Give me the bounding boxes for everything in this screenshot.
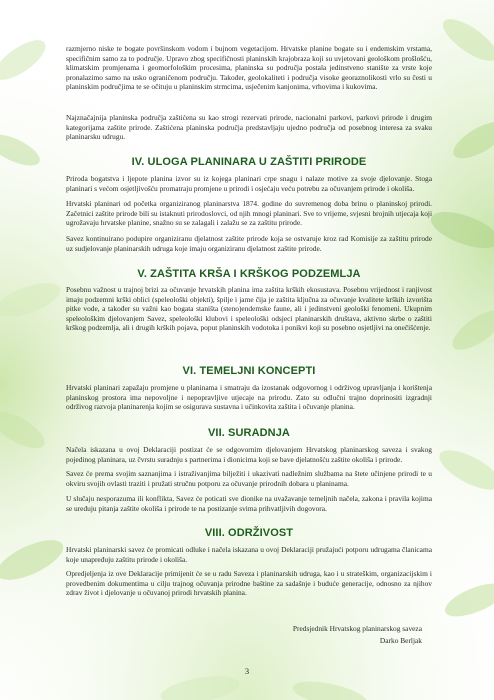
paragraph-commission: Savez kontinuirano podupire organiziranu djelatnost zaštite prirode koja se ostvaruje kroz rad Komisije za zaštitu prirode uz sudjelovanje planinarskih udruga koje imaju organiziranu djelatnost zaštite prirode. xyxy=(66,234,432,253)
paragraph-commitments: Opredjeljenja iz ove Deklaracije primijenit će se u radu Saveza i planinarskih udruga, kao i u strateškim, organizacijskim i provedbenim dokumentima u cilju trajnog očuvanja prirodne baštine za sadašnje i buduće generacije, odnosno za njihov zdrav život i djelovanje u očuvanoj prirodi hrvatskih planina. xyxy=(66,569,432,598)
paragraph-protected-areas: Najznačajnija planinska područja zaštićena su kao strogi rezervati prirode, nacionalni parkovi, parkovi prirode i drugim kategorijama zaštite prirode. Zaštićena planinska područja predstavljaju ujedno područja od posebnog interesa za svaku planinarsku udrugu. xyxy=(66,113,432,142)
paragraph-promotion: Hrvatski planinarski savez će promicati odluke i načela iskazana u ovoj Deklaraciji pružajući potporu udrugama članicama koje unapređuju zaštitu prirode i okoliša. xyxy=(66,545,432,564)
section-heading-v: V. ZAŠTITA KRŠA I KRŠKOG PODZEMLJA xyxy=(137,268,361,280)
paragraph-conflicts: U slučaju nesporazuma ili konflikta, Savez će poticati sve dionike na uvažavanje temeljnih načela, zakona i pravila kojima se uređuju pitanja zaštite okoliša i prirode te na postizanje svima prihvatljivih dogovora. xyxy=(66,494,432,513)
signature-name: Darko Berljak xyxy=(379,636,422,645)
paragraph-reporting: Savez će prema svojim saznanjima i istraživanjima bilježiti i ukazivati nadležnim službama na štete učinjene prirodi te u okviru svojih ovlasti traziti i pružati stručnu potporu za očuvanje prirodnih dobara u planinama. xyxy=(66,469,432,488)
signature-title: Predsjednik Hrvatskog planinarskog saveza xyxy=(292,624,422,633)
section-heading-vi: VI. TEMELJNI KONCEPTI xyxy=(182,365,316,377)
paragraph-cooperation: Načela iskazana u ovoj Deklaraciji postizat će se odgovornim djelovanjem Hrvatskog planinarskog saveza i svakog pojedinog planinara, uz čvrstu suradnju s partnerima i dionicima koji se bave djelatnošću zaštite okoliša i prirode. xyxy=(66,445,432,464)
paragraph-core-concepts: Hrvatski planinari zapažaju promjene u planinama i smatraju da izostanak odgovornog i održivog upravljanja i korištenja planinskog prostora ima nepovoljne i nepopravljive utjecaje na prirodu. Zato su odlučni trajno doprinositi izgradnji održivog razvoja planinarenja kojim se osigurava sustavna i učinkovita zaštita i očuvanje planina. xyxy=(66,383,432,412)
paragraph-karst: Posebnu važnost u trajnoj brizi za očuvanje hrvatskih planina ima zaštita krških ekosustava. Posebnu vrijednost i ranjivost imaju podzemni krški oblici (speleološki objekti), špilje i jame čija je zaštita ključna za očuvanje kvalitete krških izvorišta pitke vode, a također su važni kao bogata staništa (steno)endemske faune, ali i jedinstveni geološki fenomeni. Ukupnim speleološkim djelovanjem Savez, speleološki klubovi i speleološki odsjeci planinarskih društava, aktivno skrbe o zaštiti krškog podzemlja, ali i drugih krških pojava, poput planinskih vodotoka i ponikvi koji su posebno osjetljivi na onečišćenje. xyxy=(66,285,432,333)
page-number: 3 xyxy=(244,666,250,676)
section-heading-viii: VIII. ODRŽIVOST xyxy=(204,527,294,539)
section-heading-iv: IV. ULOGA PLANINARA U ZAŠTITI PRIRODE xyxy=(131,156,367,168)
paragraph-endemic-species: razmjerno niske te bogate površinskom vodom i bujnom vegetacijom. Hrvatske planine bogate su i endemskim vrstama, specifičnim samo za to područje. Upravo zbog specifičnosti planinskih krajobraza koji su uvjetovani geološkom prošlošću, klimatskim promjenama i geomorfološkim procesima, planinska su područja postala jedinstveno stanište za vrste koje pronalazimo samo na usko ograničenom području. Također, geolokaliteti i područja visoke georaznolikosti vrlo su česti u planinskim područjima te se očituju u planinskim strmcima, usječenim kanjonima, vrhovima i kukovima. xyxy=(66,44,432,92)
section-heading-vii: VII. SURADNJA xyxy=(208,427,290,439)
paragraph-nature-source: Priroda bogatstva i ljepote planina izvor su iz kojega planinari crpe snagu i nalaze motive za svoje djelovanje. Stoga planinari s većom osjetljivošću promatraju promjene u prirodi i osjećaju veću potrebu za očuvanjem prirode i okoliša. xyxy=(66,174,432,193)
paragraph-history-1874: Hrvatski planinari od početka organiziranog planinarstva 1874. godine do suvremenog doba brinu o planinskoj prirodi. Začetnici zaštite prirode bili su istaknuti prirodoslovci, od njih mnogi planinari. Sve to vrijeme, svjesni brojnih utjecaja koji ugrožavaju hrvatske planine, snažno su se zalagali i zalažu se za zaštitu prirode. xyxy=(66,199,432,228)
